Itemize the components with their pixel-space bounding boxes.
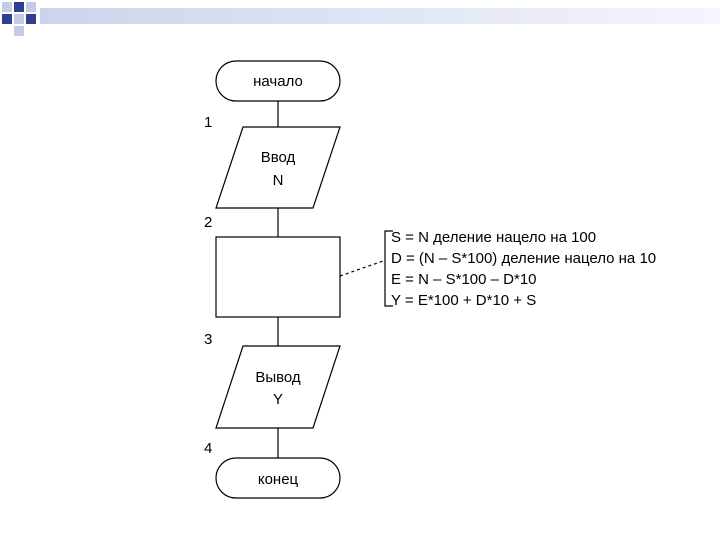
step-number-4: 4 bbox=[204, 440, 213, 457]
process-block bbox=[216, 237, 340, 317]
output-block bbox=[216, 346, 340, 428]
comment-line-4: Y = E*100 + D*10 + S bbox=[391, 292, 537, 309]
output-label-line2: Y bbox=[272, 391, 284, 408]
step-number-2: 2 bbox=[204, 214, 213, 231]
start-label: начало bbox=[253, 73, 303, 90]
input-label-line2: N bbox=[272, 172, 284, 189]
comment-line-3: E = N – S*100 – D*10 bbox=[391, 271, 537, 288]
input-block bbox=[216, 127, 340, 208]
comment-line-1: S = N деление нацело на 100 bbox=[391, 229, 597, 246]
input-label-line1: Ввод bbox=[260, 149, 296, 166]
step-number-3: 3 bbox=[204, 331, 213, 348]
step-number-1: 1 bbox=[204, 114, 213, 131]
output-label-line1: Вывод bbox=[255, 369, 301, 386]
comment-link bbox=[340, 261, 383, 276]
end-label: конец bbox=[257, 471, 299, 488]
comment-line-2: D = (N – S*100) деление нацело на 10 bbox=[391, 250, 657, 267]
